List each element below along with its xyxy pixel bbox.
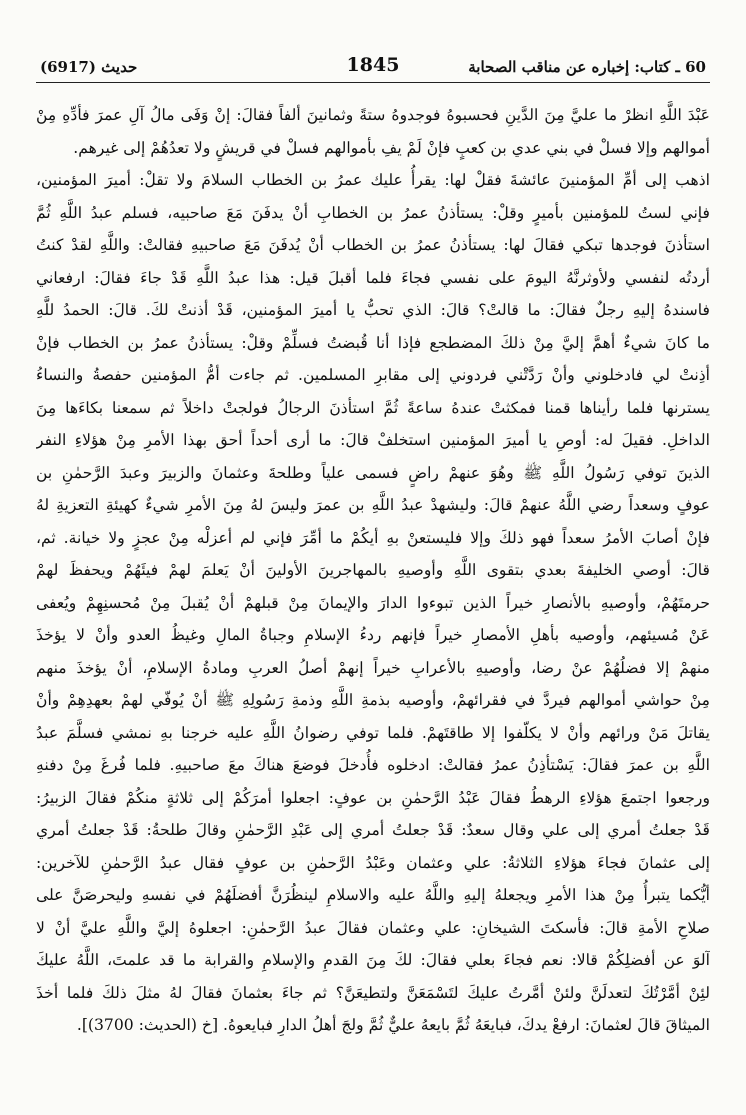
text-line: أردتُه لنفسي ولأوثرنَّهُ اليومَ على نفسي فجاءَ فلما أقبلَ قيل: هذا عبدُ اللَّهِ قَدْ جاءَ فقالَ: ارفعاني <box>36 268 710 287</box>
text-line: فإنْ أصابَ الأمرُ سعداً فهو ذلكَ وإلا فليستعنْ بهِ أيكُمْ ما أمِّرَ فإني لم أعزلْه مِنْ عجزٍ ولا خيانة. ثم، <box>36 528 710 547</box>
text-line: فاسندهُ إليهِ رجلٌ فقالَ: ما قالتْ؟ قالَ: الذي تحبُّ يا أميرَ المؤمنين، قَدْ أذنتْ لكَ. قالَ: الحمدُ للَّهِ <box>36 301 710 319</box>
text-line: أذِنتْ لي فادخلوني وأنْ رَدَّتْني فردوني إلى مقابرِ المسلمين. ثم جاءت أمُّ المؤمنين حفصةُ والنساءُ <box>36 366 710 384</box>
hadith-number: حديث (6917) <box>40 58 138 76</box>
text-body <box>36 99 710 1042</box>
text-line: اللَّهِ بن عمرَ فقالَ: يَسْتأذِنُ عمرُ فقالتْ: ادخلوه فأُدخلَ فوضعَ هناكَ معَ صاحبيهِ. فلما فُرغَ مِنْ دفنهِ <box>36 756 710 774</box>
text-line: لئِنْ أمَّرْتُكَ لتعدلَنَّ ولئنْ أمَّرتُ عليكَ لتَسْمَعَنَّ ولتطيعَنَّ؟ ثم جاءَ بعثمانَ فقالَ لهُ مثلَ ذلكَ فلما أخذَ <box>36 983 710 1002</box>
text-line: إلى عثمانَ فجاءَ هؤلاءِ الثلاثةُ: علي وعثمان وعَبْدُ الرَّحمٰنِ بن عوفٍ فقال عبدُ الرَّحمٰنِ للآخرين: <box>36 853 710 872</box>
page-number: 1845 <box>346 54 400 76</box>
text-line: يقاتلَ مَنْ ورائهم وأنْ لا يكلّفوا إلا طاقتَهمْ. فلما توفي رضوانُ اللَّهِ عليه خرجنا بهِ نمشي فسلَّمَ عبدُ <box>36 723 710 742</box>
text-line: أيُّكما يتبرأُ مِنْ هذا الأمرِ ويجعلهُ إليهِ واللَّهُ عليه والاسلامِ لينظُرَنَّ أفضلَهُمْ في نفسهِ وليحرصَنَّ على <box>36 886 710 904</box>
text-line: عَبْدَ اللَّهِ انظرْ ما عليَّ مِنَ الدَّينِ فحسبوهُ فوجدوهُ ستةً وثمانينَ ألفاً فقالَ: إنْ وَفَى مالُ آلِ عمرَ فأدِّهِ مِنْ <box>36 106 710 124</box>
text-line: استأذنَ فوجدها تبكي فقالَ لها: يستأذنُ عمرُ بن الخطاب أنْ يُدفَنَ مَعَ صاحبيهِ فقالتْ: واللَّهِ لقدْ كنتُ <box>36 236 710 254</box>
text-line: عَنْ مُسيئهم، وأوصيه بأهلِ الأمصارِ خيراً فإنهم ردءُ الإسلامِ وجباةُ المالِ وغيظُ العدو وأنْ لا يؤخذَ <box>36 626 710 644</box>
text-line: أموالهم وإلا فسلْ في بني عدي بن كعبٍ فإنْ لَمْ يفِ بأموالهم فسلْ في قريشٍ ولا تعدُهُمْ إلى غيرهم. <box>73 138 710 157</box>
text-line: الميثاقَ قالَ لعثمانَ: ارفعْ يدكَ، فبايعَهُ ثُمَّ بايعهُ عليٌّ ثُمَّ ولجَ أهلُ الدارِ فبايعوهُ. [خ (الحديث: 3700)]. <box>76 1016 710 1034</box>
text-line: صلاحِ الأمةِ قالَ: فأسكتَ الشيخانِ: علي وعثمان فقالَ عبدُ الرَّحمٰنِ: اجعلوهُ إليَّ واللَّهِ عليَّ أنْ لا <box>36 918 710 937</box>
chapter-title: 60 ـ كتاب: إخباره عن مناقب الصحابة <box>468 58 706 76</box>
text-line: يسترنها فلما رأيناها قمنا فمكثتْ عندهُ ساعةً ثُمَّ استأذنَ الرجالُ فولجتْ داخلاً ثم سمعنا بكاءَها مِنَ <box>36 398 710 417</box>
text-line: قالَ: أوصي الخليفةَ بعدي بتقوى اللَّهِ وأوصيهِ بالمهاجرينَ الأولينَ أنْ يَعلمَ لهمْ فيئَهُمْ ويحفظَ لهمْ <box>36 561 710 579</box>
text-line: اذهب إلى أمِّ المؤمنينَ عائشةَ فقلْ لها: يقرأُ عليك عمرُ بن الخطاب السلامَ ولا تقلْ: أميرَ المؤمنين، <box>36 171 710 189</box>
text-line: ما كانَ شيءٌ أهمَّ إليَّ مِنْ ذلكَ المضطجع فإذا أنا قُبضتُ فسلِّمْ وقلْ: يستأذنُ عمرُ بن الخطاب فإنْ <box>36 333 710 352</box>
text-line: عوفٍ وسعداً رضي اللَّهُ عنهمْ قالَ: وليشهدْ عبدُ اللَّهِ بن عمرَ وليسَ لهُ مِنَ الأمرِ شيءٌ كهيئةِ التعزيةِ لهُ <box>36 496 710 514</box>
text-line: ورجعوا اجتمعَ هؤلاءِ الرهطُ فقالَ عَبْدُ الرَّحمٰنِ بن عوفٍ: اجعلوا أمرَكُمْ إلى ثلاثةٍ منكُمْ فقالَ الزبيرُ: <box>36 788 710 807</box>
text-line: آلوَ عن أفضلِكُمْ قالا: نعم فجاءَ بعلي فقالَ: لكَ مِنَ القدمِ والإسلامِ والقرابة ما قد علمتَ، اللَّهُ عليكَ <box>36 951 710 969</box>
text-line: فإني لستُ للمؤمنين بأميرٍ وقلْ: يستأذنُ عمرُ بن الخطابِ أنْ يدفَنَ مَعَ صاحبيه، فسلم عبدُ اللَّهِ ثُمَّ <box>36 203 710 222</box>
text-line: قَدْ جعلتُ أمري إلى علي وقال سعدٌ: قَدْ جعلتُ أمري إلى عَبْدِ الرَّحمٰنِ وقالَ طلحةُ: قَدْ جعلتُ أمري <box>36 821 710 839</box>
text-line: حرمتَهُمْ، وأوصيهِ بالأنصارِ خيراً الذين تبوءوا الدارَ والإيمانَ مِنْ قبلهمْ أنْ يُقبلَ مِنْ مُحسنِهِمْ ويُعفى <box>36 593 710 612</box>
text-line: منهمْ إلا فضلُهُمْ عنْ رضا، وأوصيهِ بالأعرابِ خيراً إنهمْ أصلُ العربِ ومادةُ الإسلامِ، أنْ يؤخذَ منهم <box>36 658 710 677</box>
running-header <box>36 50 710 83</box>
text-line: الذينَ توفي رَسُولُ اللَّهِ ﷺ وهُوَ عنهمْ راضٍ فسمى علياً وطلحةَ وعثمانَ والزبيرَ وعبدَ الرَّحمٰنِ بن <box>36 463 710 482</box>
text-line: الداخلِ. فقيلَ له: أوصِ يا أميرَ المؤمنين استخلفْ قالَ: ما أرى أحداً أحق بهذا الأمرِ مِنْ هؤلاءِ النفر <box>36 431 710 449</box>
text-line: مِنْ حواشي أموالهم فيردَّ في فقرائهمْ، وأوصيه بذمةِ اللَّهِ وذمةِ رَسُولِهِ ﷺ أنْ يُوفّي لهمْ بعهدِهِمْ وأنْ <box>36 691 710 709</box>
